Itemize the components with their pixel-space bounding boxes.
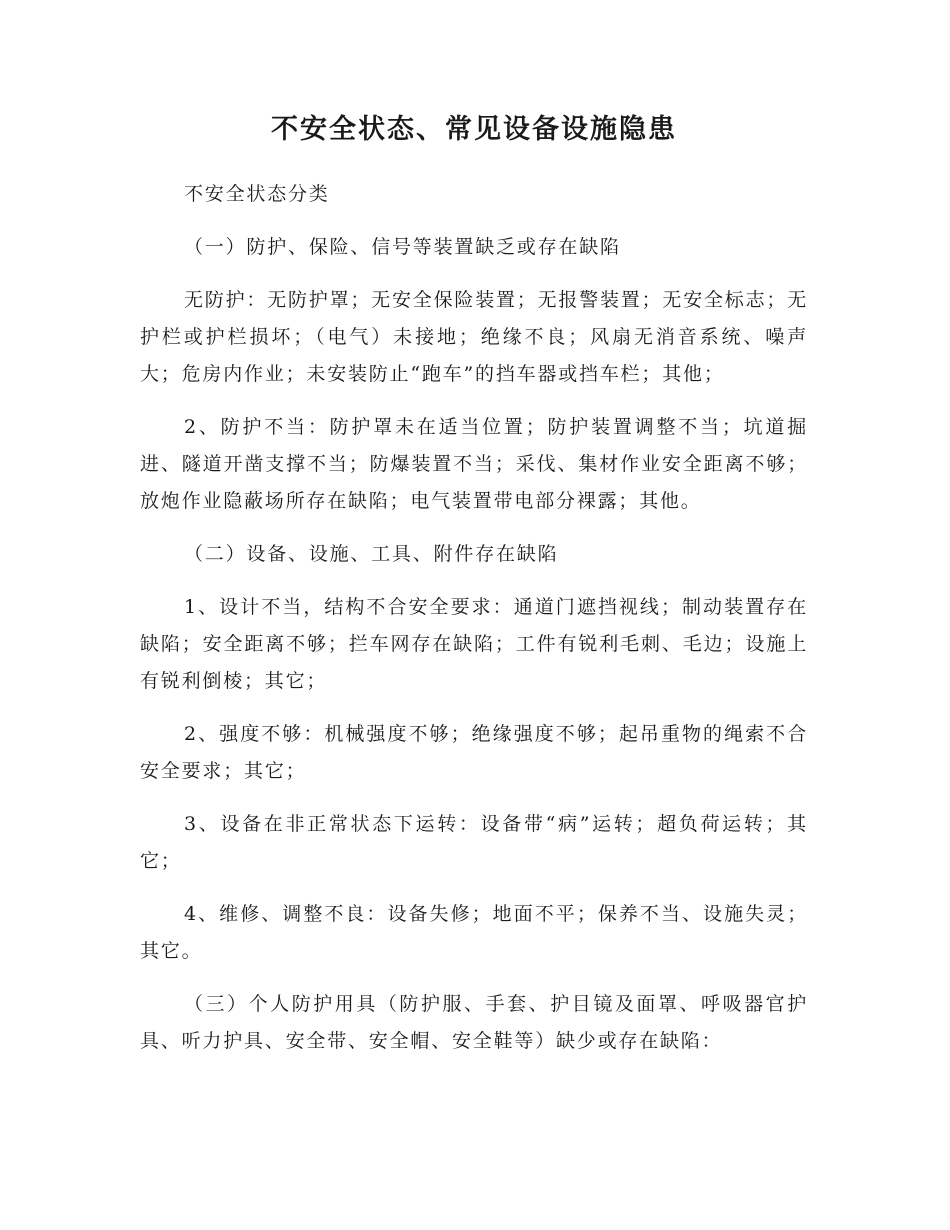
document-title: 不安全状态、常见设备设施隐患 <box>271 114 677 145</box>
section-heading-3: （三）个人防护用具（防护服、手套、护目镜及面罩、呼吸器官护具、听力护具、安全带、安全帽、安全鞋等）缺少或存在缺陷： <box>140 993 808 1052</box>
paragraph-poor-maintenance: 4、维修、调整不良：设备失修；地面不平；保养不当、设施失灵；其它。 <box>140 903 808 962</box>
document-page <box>140 110 808 1076</box>
section-heading-1: （一）防护、保险、信号等装置缺乏或存在缺陷 <box>184 236 621 258</box>
paragraph-improper-protection: 2、防护不当：防护罩未在适当位置；防护装置调整不当；坑道掘进、隧道开凿支撑不当；防爆装置不当；采伐、集材作业安全距离不够；放炮作业隐蔽场所存在缺陷；电气装置带电部分裸露；其他。 <box>140 416 808 512</box>
section-heading-2: （二）设备、设施、工具、附件存在缺陷 <box>184 543 559 565</box>
paragraph-no-protection: 无防护：无防护罩；无安全保险装置；无报警装置；无安全标志；无护栏或护栏损坏；（电气）未接地；绝缘不良；风扇无消音系统、噪声大；危房内作业；未安装防止“跑车”的挡车器或挡车栏；其他； <box>140 289 809 385</box>
paragraph-abnormal-operation: 3、设备在非正常状态下运转：设备带“病”运转；超负荷运转；其它； <box>140 813 808 872</box>
paragraph-insufficient-strength: 2、强度不够：机械强度不够；绝缘强度不够；起吊重物的绳索不合安全要求；其它； <box>140 723 808 782</box>
paragraph-design-flaw: 1、设计不当，结构不合安全要求：通道门遮挡视线；制动装置存在缺陷；安全距离不够；拦车网存在缺陷；工件有锐利毛刺、毛边；设施上有锐利倒棱；其它； <box>140 596 808 692</box>
section-label: 不安全状态分类 <box>184 183 330 205</box>
